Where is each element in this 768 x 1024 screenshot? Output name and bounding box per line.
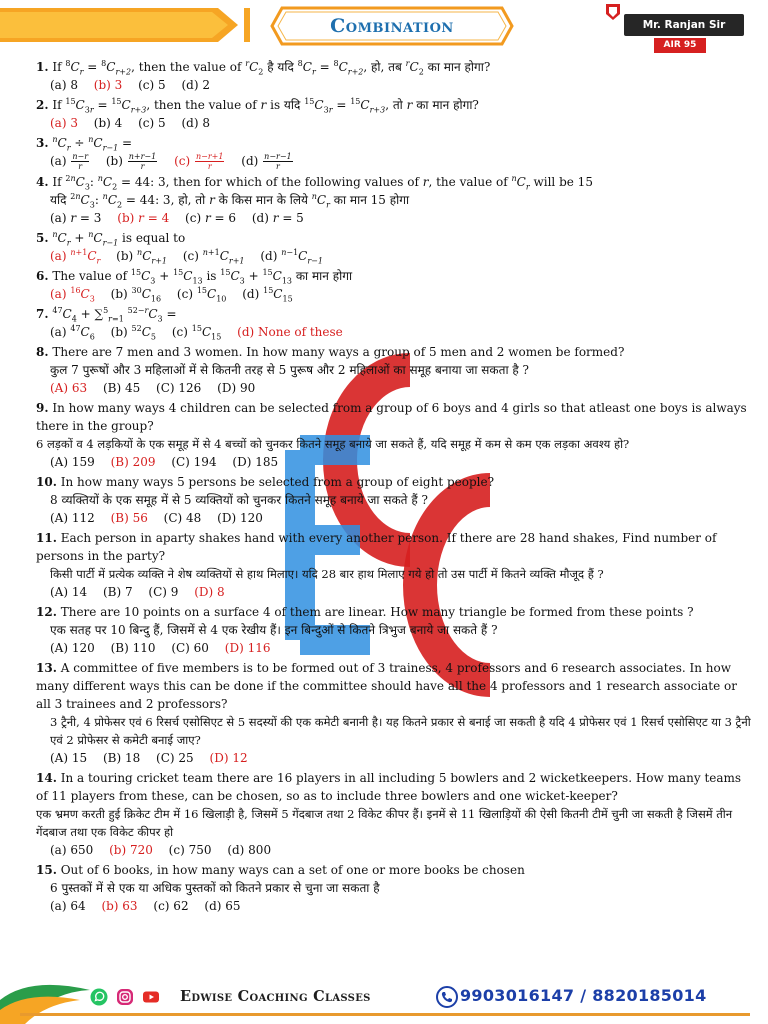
question-math: $^{2n}C_3$: $^nC_2 = 44$: 3	[65, 174, 166, 192]
question-text-hi: के किस मान के लिये	[218, 193, 308, 207]
option-a: (A) 159	[50, 455, 95, 469]
option-c: (c) $^{15}C_{15}$	[171, 324, 222, 342]
question-text-hi: कुल 7 पुरूषों और 3 महिलाओं में से कितनी तरह से 5 पुरूष और 2 महिलाओं का समूह बनाया जा सकता है ?	[50, 363, 529, 377]
option-a-correct: (A) 63	[50, 381, 88, 395]
option-d: (D) 185	[232, 455, 279, 469]
option-c: (c) r = 6	[185, 211, 237, 225]
option-d: (d) r = 5	[251, 211, 304, 225]
question-15	[36, 861, 752, 915]
option-b: (b) $^{52}C_5$	[110, 324, 156, 342]
question-number: 15.	[36, 863, 57, 877]
option-b: (B) 7	[102, 585, 133, 599]
question-8	[36, 343, 752, 397]
option-c: (C) 60	[171, 641, 209, 655]
question-math: $^{47}C_4 + \sum^5_{r=1}$ $^{52-r}C_3$ =	[52, 306, 177, 324]
option-b: (b) $^nC_{r+1}$	[116, 248, 167, 266]
question-1	[36, 58, 752, 94]
page-title: Combination	[330, 15, 454, 37]
brand-name: Edwise Coaching Classes	[180, 988, 371, 1005]
question-text-hi: का मान होगा?	[416, 98, 479, 112]
option-b: (B) 110	[110, 641, 156, 655]
question-number: 10.	[36, 475, 57, 489]
question-12	[36, 603, 752, 657]
option-d: (d) 65	[204, 899, 241, 913]
option-b: (b) $^{30}C_{16}$	[110, 286, 162, 304]
option-a: (a) $\frac{n-r}{r}$	[50, 152, 89, 171]
option-d: (d) $\frac{n-r-1}{r}$	[241, 152, 292, 171]
question-math: $^nC_r \div ^nC_{r-1}$ =	[52, 135, 133, 153]
option-c: (c) 750	[168, 843, 212, 857]
question-13	[36, 659, 752, 767]
question-text-en: There are 7 men and 3 women. In how many ways a group of 5 men and 2 women be formed?	[52, 345, 625, 359]
question-math: If $^{15}C_{3r} = ^{15}C_{r+3}$	[52, 97, 147, 115]
question-11	[36, 529, 752, 601]
question-3	[36, 134, 752, 171]
option-a-correct: (a) 3	[50, 116, 78, 130]
question-text-hi: का मान होगा?	[427, 60, 491, 74]
teacher-name-badge: Mr. Ranjan Sir	[624, 14, 744, 36]
option-d: (d) $^{15}C_{15}$	[242, 286, 293, 304]
emblem-icon	[604, 2, 622, 22]
question-text-hi: is यदि	[270, 98, 301, 112]
option-a: (A) 112	[50, 511, 95, 525]
question-text-hi: है यदि	[267, 60, 294, 74]
question-5	[36, 229, 752, 265]
question-2: 2. If $^{15}C_{3r} = ^{15}C_{r+3}$, then the value of r is यदि $^{15}C_{3r} = ^{15}C_{r+3}$, तो r का मान होगा? (a) 3 (b) 4 (c) 5 (d) 8	[36, 97, 479, 130]
youtube-icon[interactable]	[142, 988, 160, 1006]
option-c: (C) 25	[156, 751, 194, 765]
question-text-en: There are 10 points on a surface 4 of them are linear. How many triangle be formed from these points ?	[60, 605, 694, 619]
rank-badge: AIR 95	[654, 38, 706, 53]
option-b-correct: (b) 3	[93, 78, 123, 92]
option-b-correct: (b) 720	[109, 843, 153, 857]
question-math: $^{2n}C_3$: $^nC_2 = 44$: 3	[70, 192, 171, 210]
option-b: (B) 18	[102, 751, 141, 765]
question-text-hi: , तो	[385, 98, 403, 112]
question-text-hi: यदि	[50, 193, 67, 207]
option-b-correct: (B) 209	[110, 455, 156, 469]
question-4: 4. If $^{2n}C_3$: $^nC_2 = 44$: 3, then for which of the following values of r, the value of $^nC_r$ will be 15 यदि $^{2n}C_3$: $^nC_2 = 44$: 3, हो, तो r के किस मान के लिये $^nC_r$ का मान 15 होगा (a) r = 3 (b) r = 4 (c) r = 6 (d) r = 5	[36, 174, 593, 225]
question-number: 5.	[36, 231, 49, 245]
option-b-correct: (b) r = 4	[117, 211, 170, 225]
question-text-en: Out of 6 books, in how many ways can a set of one or more books be chosen	[60, 863, 525, 877]
option-b: (b) 4	[93, 116, 123, 130]
question-6	[36, 267, 752, 303]
question-number: 14.	[36, 771, 57, 785]
question-text-en: In a touring cricket team there are 16 players in all including 5 bowlers and 2 wicketkeepers. How many teams of 11 players from these, can be chosen, so as to include three bowlers and one wicket-keeper?	[36, 771, 742, 803]
option-c: (C) 48	[163, 511, 202, 525]
option-c: (c) $^{n+1}C_{r+1}$	[182, 248, 245, 266]
question-7	[36, 305, 752, 341]
option-a-correct: (a) $^{n+1}C_r$	[50, 248, 101, 266]
option-a: (a) r = 3	[50, 211, 102, 225]
option-a: (a) 8	[50, 78, 78, 92]
question-text-en: , then the value of	[146, 98, 257, 112]
question-text-en: The value of	[52, 269, 128, 283]
question-text-en: In how many ways 4 children can be selected from a group of 6 boys and 4 girls so that atleast one boys is always there in the group?	[36, 401, 747, 433]
question-text-en: A committee of five members is to be formed out of 3 trainess, 4 professors and 6 research associates. In how many different ways this can be done if the committee should have all the 4 professors and 1 research associate or all 3 trainees and 2 professors?	[36, 661, 738, 711]
question-number: 11.	[36, 531, 57, 545]
footer-divider	[20, 1013, 750, 1016]
question-10	[36, 473, 752, 527]
option-c: (C) 194	[171, 455, 217, 469]
question-text-en: , then the value of	[131, 60, 242, 74]
option-a: (A) 14	[50, 585, 88, 599]
question-text-hi: 6 लड़कों व 4 लड़कियों के एक समूह में से 4 बच्चों को चुनकर कितने समूह बनाये जा सकते हैं, यदि समूह में कम से कम एक लड़का अवश्य हो?	[36, 437, 630, 451]
option-b-correct: (b) 63	[101, 899, 138, 913]
option-a: (a) $^{47}C_6$	[50, 324, 95, 342]
question-number: 2.	[36, 98, 49, 112]
question-text-hi: , हो, तो	[170, 193, 206, 207]
question-number: 7.	[36, 307, 49, 321]
question-number: 1.	[36, 60, 49, 74]
question-text-hi: हो, तब	[371, 60, 402, 74]
question-text-en: In how many ways 5 persons be selected from a group of eight people?	[60, 475, 495, 489]
option-d: (d) 2	[181, 78, 210, 92]
option-d: (D) 120	[217, 511, 263, 525]
question-text-hi: का मान होगा	[295, 269, 353, 283]
option-c: (c) 5	[138, 78, 166, 92]
option-d-correct: (D) 8	[194, 585, 225, 599]
question-9	[36, 399, 752, 471]
question-text-hi: 6 पुस्तकों में से एक या अधिक पुस्तकों को कितने प्रकार से चुना जा सकता है	[50, 881, 380, 895]
question-text-en: , the value of	[428, 175, 508, 189]
phone-icon	[436, 986, 458, 1008]
question-number: 8.	[36, 345, 49, 359]
page-title-box	[270, 6, 514, 46]
question-text-en: will be 15	[533, 175, 593, 189]
header-banner-shape	[0, 2, 250, 48]
header-decoration-left	[0, 2, 250, 48]
question-text-hi: का मान 15 होगा	[333, 193, 410, 207]
question-14	[36, 769, 752, 859]
question-math: $^8C_r = ^8C_{r+2}$,	[297, 59, 368, 77]
option-a: (a) 650	[50, 843, 94, 857]
option-a-correct: (a) $^{16}C_3$	[50, 286, 95, 304]
question-math: $^nC_r$	[311, 192, 330, 210]
instagram-icon[interactable]	[116, 988, 134, 1006]
whatsapp-icon[interactable]	[90, 988, 108, 1006]
question-list	[36, 58, 752, 917]
question-math: $^{15}C_3 + ^{15}C_{13}$	[130, 268, 203, 286]
question-number: 6.	[36, 269, 49, 283]
question-text-hi: एक भ्रमण करती हुई क्रिकेट टीम में 16 खिलाड़ी है, जिसमें 5 गेंदबाज तथा 2 विकेट कीपर हैं। इनमें से 11 खिलाड़ियों की ऐसी कितनी टीमें चुनी जा सकती है जिसमें तीन गेंदबाज तथा एक विकेट कीपर हो	[36, 807, 733, 839]
question-text-en: is equal to	[122, 231, 186, 245]
question-math: $^nC_r$	[511, 174, 530, 192]
option-d: (d) 8	[181, 116, 210, 130]
option-c: (c) 5	[138, 116, 166, 130]
phone-numbers[interactable]: 9903016147 / 8820185014	[460, 986, 707, 1005]
option-d: (D) 90	[217, 381, 256, 395]
question-text-en: If	[52, 175, 62, 189]
option-b: (B) 45	[102, 381, 141, 395]
question-number: 13.	[36, 661, 57, 675]
question-number: 12.	[36, 605, 57, 619]
question-text-hi: किसी पार्टी में प्रत्येक व्यक्ति ने शेष व्यक्तियों से हाथ मिलाए। यदि 28 बार हाथ मिलाए गये हो तो उस पार्टी में कितने व्यक्ति मौजूद हैं ?	[50, 567, 604, 581]
question-math: $^{15}C_3 + ^{15}C_{13}$	[220, 268, 293, 286]
option-a: (A) 120	[50, 641, 95, 655]
question-number: 4.	[36, 175, 49, 189]
question-text-hi: 8 व्यक्तियों के एक समूह में से 5 व्यक्तियों को चुनकर कितने समूह बनाये जा सकते हैं ?	[50, 493, 428, 507]
option-a: (a) 64	[50, 899, 86, 913]
option-d: (d) 800	[227, 843, 272, 857]
option-d-correct: (d) None of these	[237, 325, 343, 339]
option-c: (c) $^{15}C_{10}$	[176, 286, 227, 304]
option-b-correct: (B) 56	[110, 511, 148, 525]
question-math: $^rC_2$	[245, 59, 264, 77]
option-d-correct: (D) 12	[209, 751, 248, 765]
option-c: (C) 126	[156, 381, 202, 395]
question-text-hi: एक सतह पर 10 बिन्दु हैं, जिसमें से 4 एक रेखीय हैं। इन बिन्दुओं से कितने त्रिभुज बनाये जा सकते हैं ?	[50, 623, 498, 637]
question-math: $^nC_r + ^nC_{r-1}$	[52, 230, 119, 248]
question-text-en: Each person in aparty shakes hand with every another person. If there are 28 hand shakes, Find number of persons in the party?	[36, 531, 717, 563]
option-d-correct: (D) 116	[224, 641, 271, 655]
option-c: (c) 62	[153, 899, 189, 913]
question-math: $^{15}C_{3r} = ^{15}C_{r+3}$	[304, 97, 386, 115]
option-d: (d) $^{n-1}C_{r-1}$	[260, 248, 323, 266]
question-math: If $^8C_r = ^8C_{r+2}$	[52, 59, 132, 77]
question-text-en: , then for which of the following values of	[165, 175, 419, 189]
option-c: (C) 9	[148, 585, 179, 599]
option-c-correct: (c) $\frac{n-r+1}{r}$	[174, 152, 224, 171]
question-math: $^rC_2$	[405, 59, 424, 77]
question-text-hi: 3 ट्रैनी, 4 प्रोफेसर एवं 6 रिसर्च एसोसिएट से 5 सदस्यों की एक कमेटी बनानी है। यह कितने प्रकार से बनाई जा सकती है यदि 4 प्रोफेसर एवं 1 रिसर्च एसोसिएट या 3 ट्रैनी एवं 2 प्रोफेसर से कमेटी बनाई जाए?	[50, 715, 751, 747]
question-number: 3.	[36, 136, 49, 150]
option-b: (b) $\frac{n+r-1}{r}$	[105, 152, 157, 171]
option-a: (A) 15	[50, 751, 88, 765]
question-number: 9.	[36, 401, 49, 415]
question-text-en: is	[206, 269, 217, 283]
